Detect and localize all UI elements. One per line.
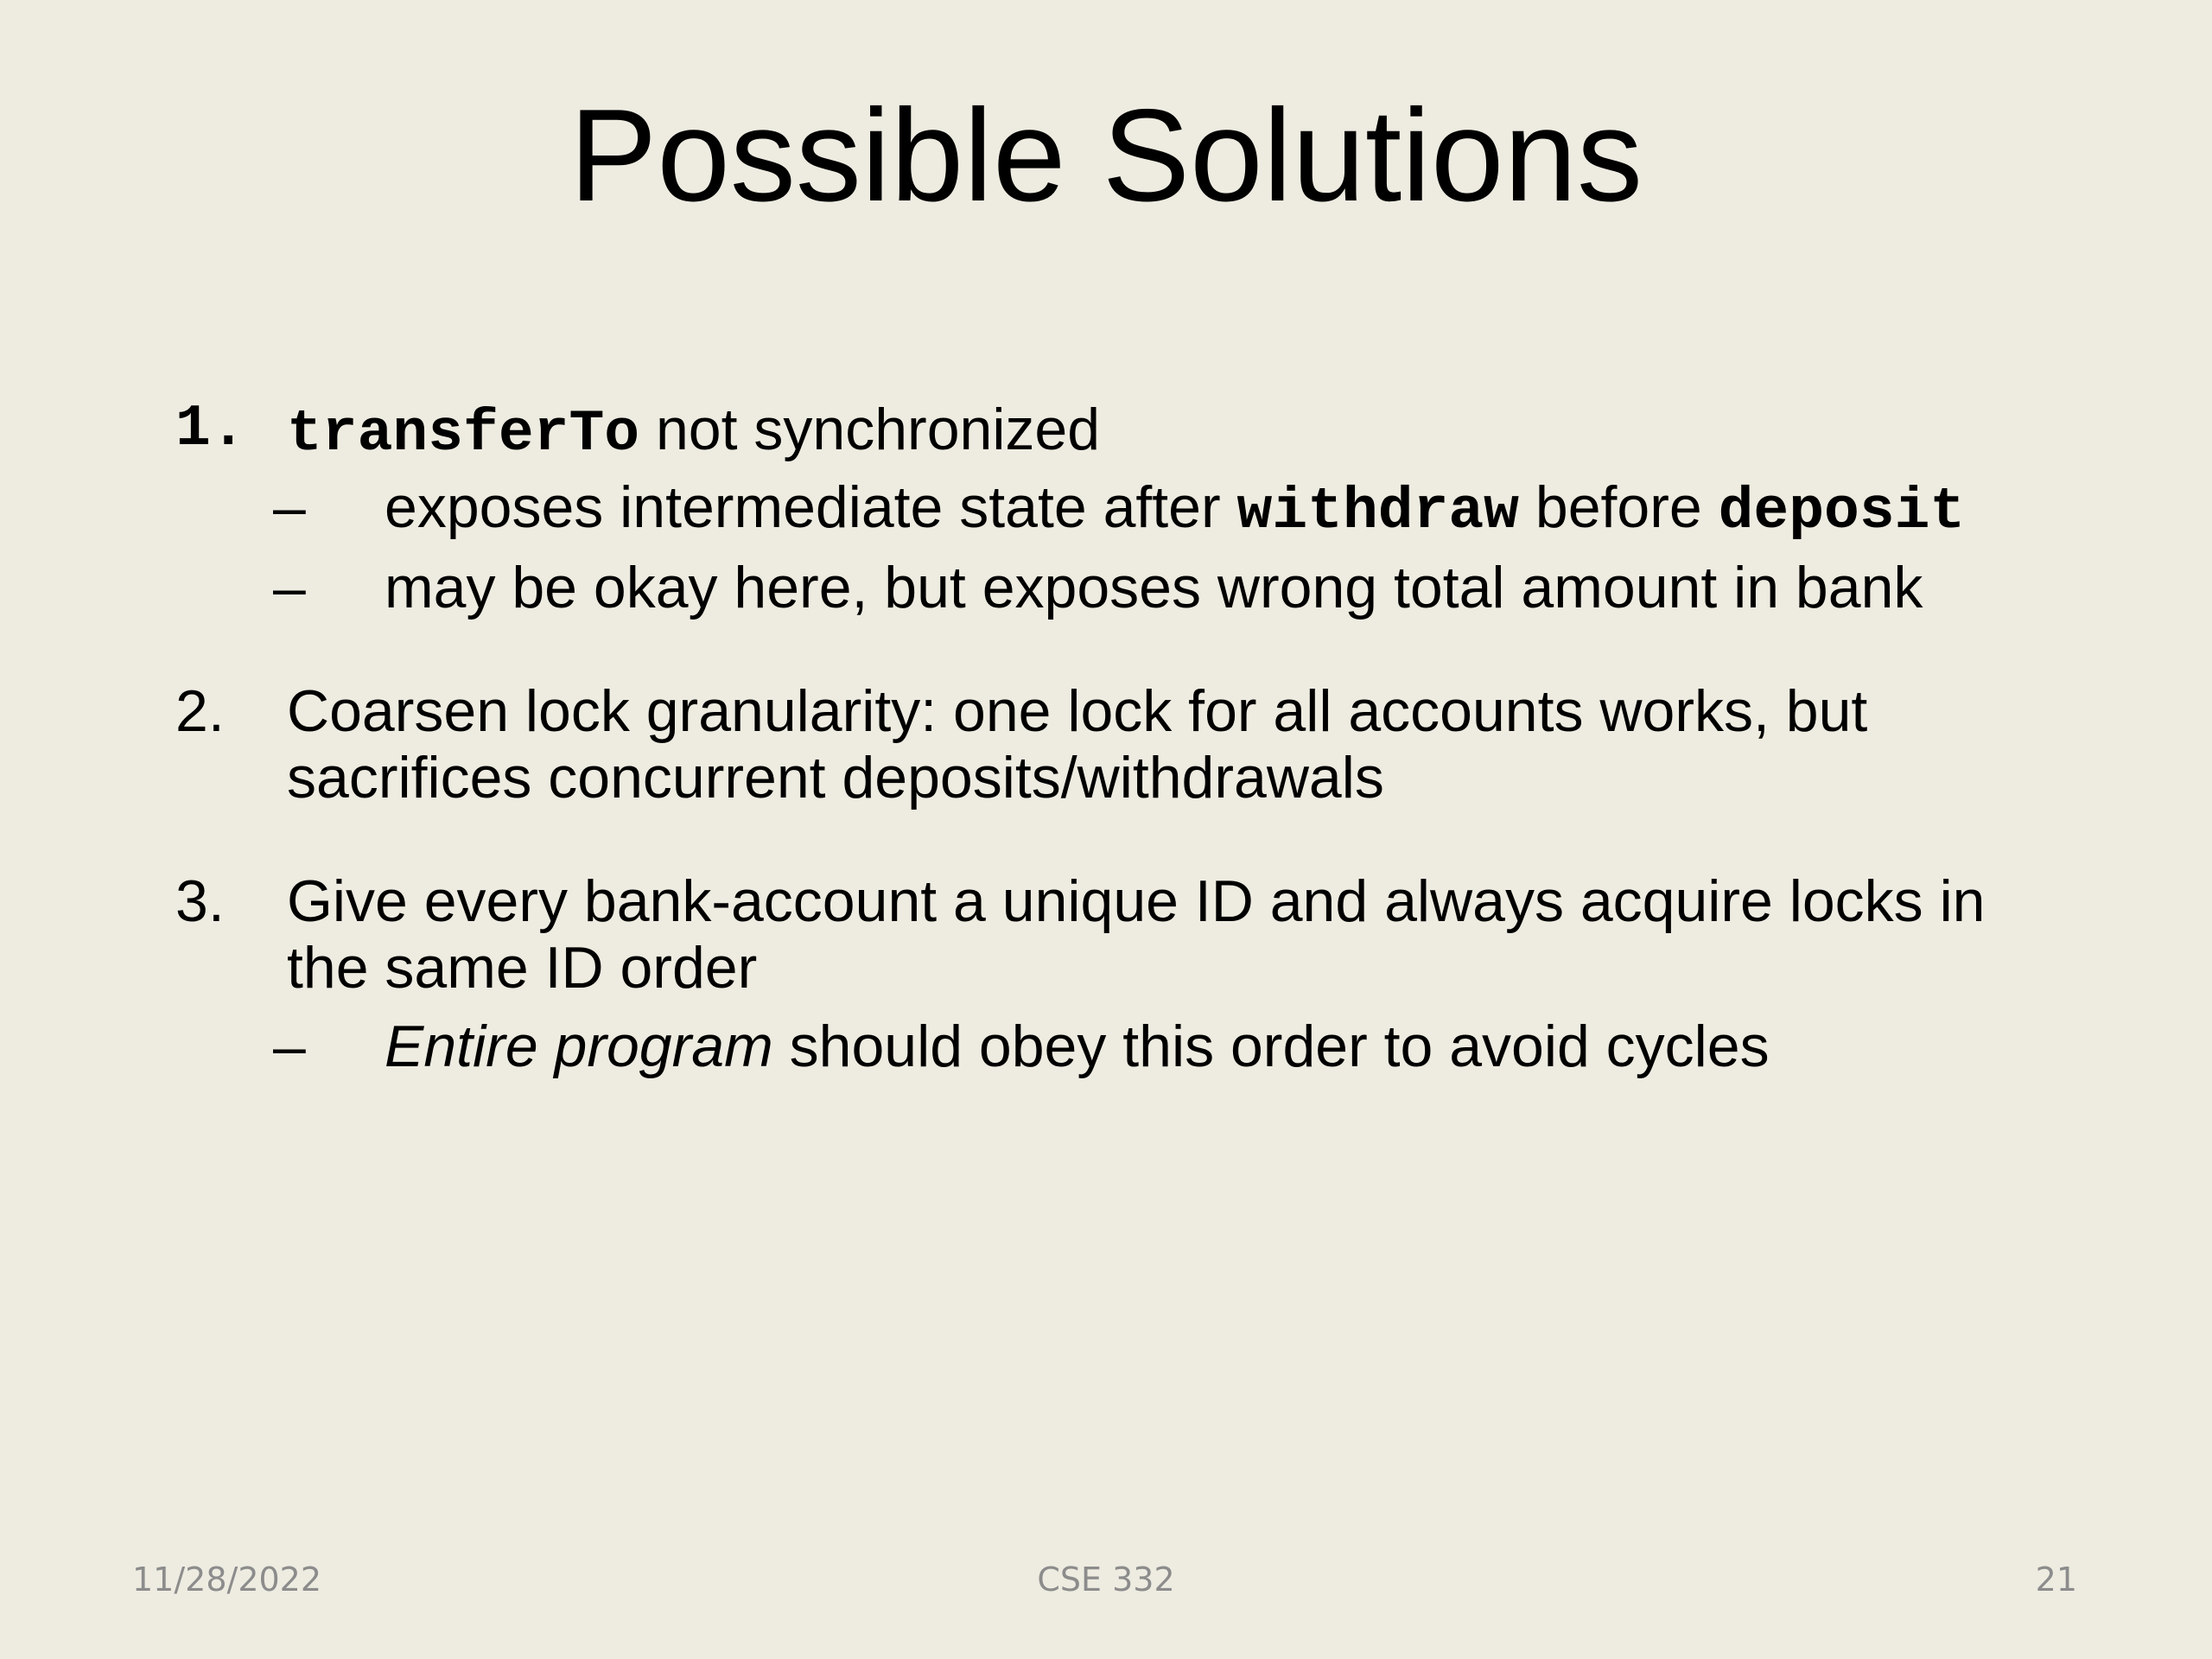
item-number: 2. xyxy=(175,678,225,744)
item-text: sacrifices concurrent deposits/withdrawals xyxy=(287,745,1384,810)
footer-date: 11/28/2022 xyxy=(132,1560,322,1599)
subitem-text xyxy=(385,1013,1770,1080)
item-number: 1. xyxy=(175,396,246,462)
dash-bullet: – xyxy=(273,555,306,620)
subitem-text-part: should obey this order to avoid cycles xyxy=(772,1014,1770,1079)
item-text xyxy=(287,396,1100,468)
code-transferto: transferTo xyxy=(287,401,640,467)
code-deposit: deposit xyxy=(1718,479,1966,545)
footer-course: CSE 332 xyxy=(1037,1560,1175,1599)
subitem-text-part: exposes intermediate state after xyxy=(385,474,1237,540)
emphasis-text: Entire program xyxy=(385,1014,773,1079)
item-text: the same ID order xyxy=(287,935,758,1001)
code-withdraw: withdraw xyxy=(1236,479,1519,545)
dash-bullet: – xyxy=(273,474,306,540)
dash-bullet: – xyxy=(273,1014,306,1079)
item-text-rest: not synchronized xyxy=(655,397,1101,462)
subitem-text-part: before xyxy=(1518,474,1719,540)
item-number: 3. xyxy=(175,868,225,934)
subitem-text xyxy=(385,474,1965,546)
item-text: Give every bank-account a unique ID and always acquire locks in xyxy=(287,868,1986,934)
item-text: Coarsen lock granularity: one lock for all accounts works, but xyxy=(287,678,1868,744)
subitem-text: may be okay here, but exposes wrong total amount in bank xyxy=(385,555,1923,620)
footer-page-number: 21 xyxy=(2035,1560,2077,1599)
slide-title: Possible Solutions xyxy=(569,82,1643,229)
